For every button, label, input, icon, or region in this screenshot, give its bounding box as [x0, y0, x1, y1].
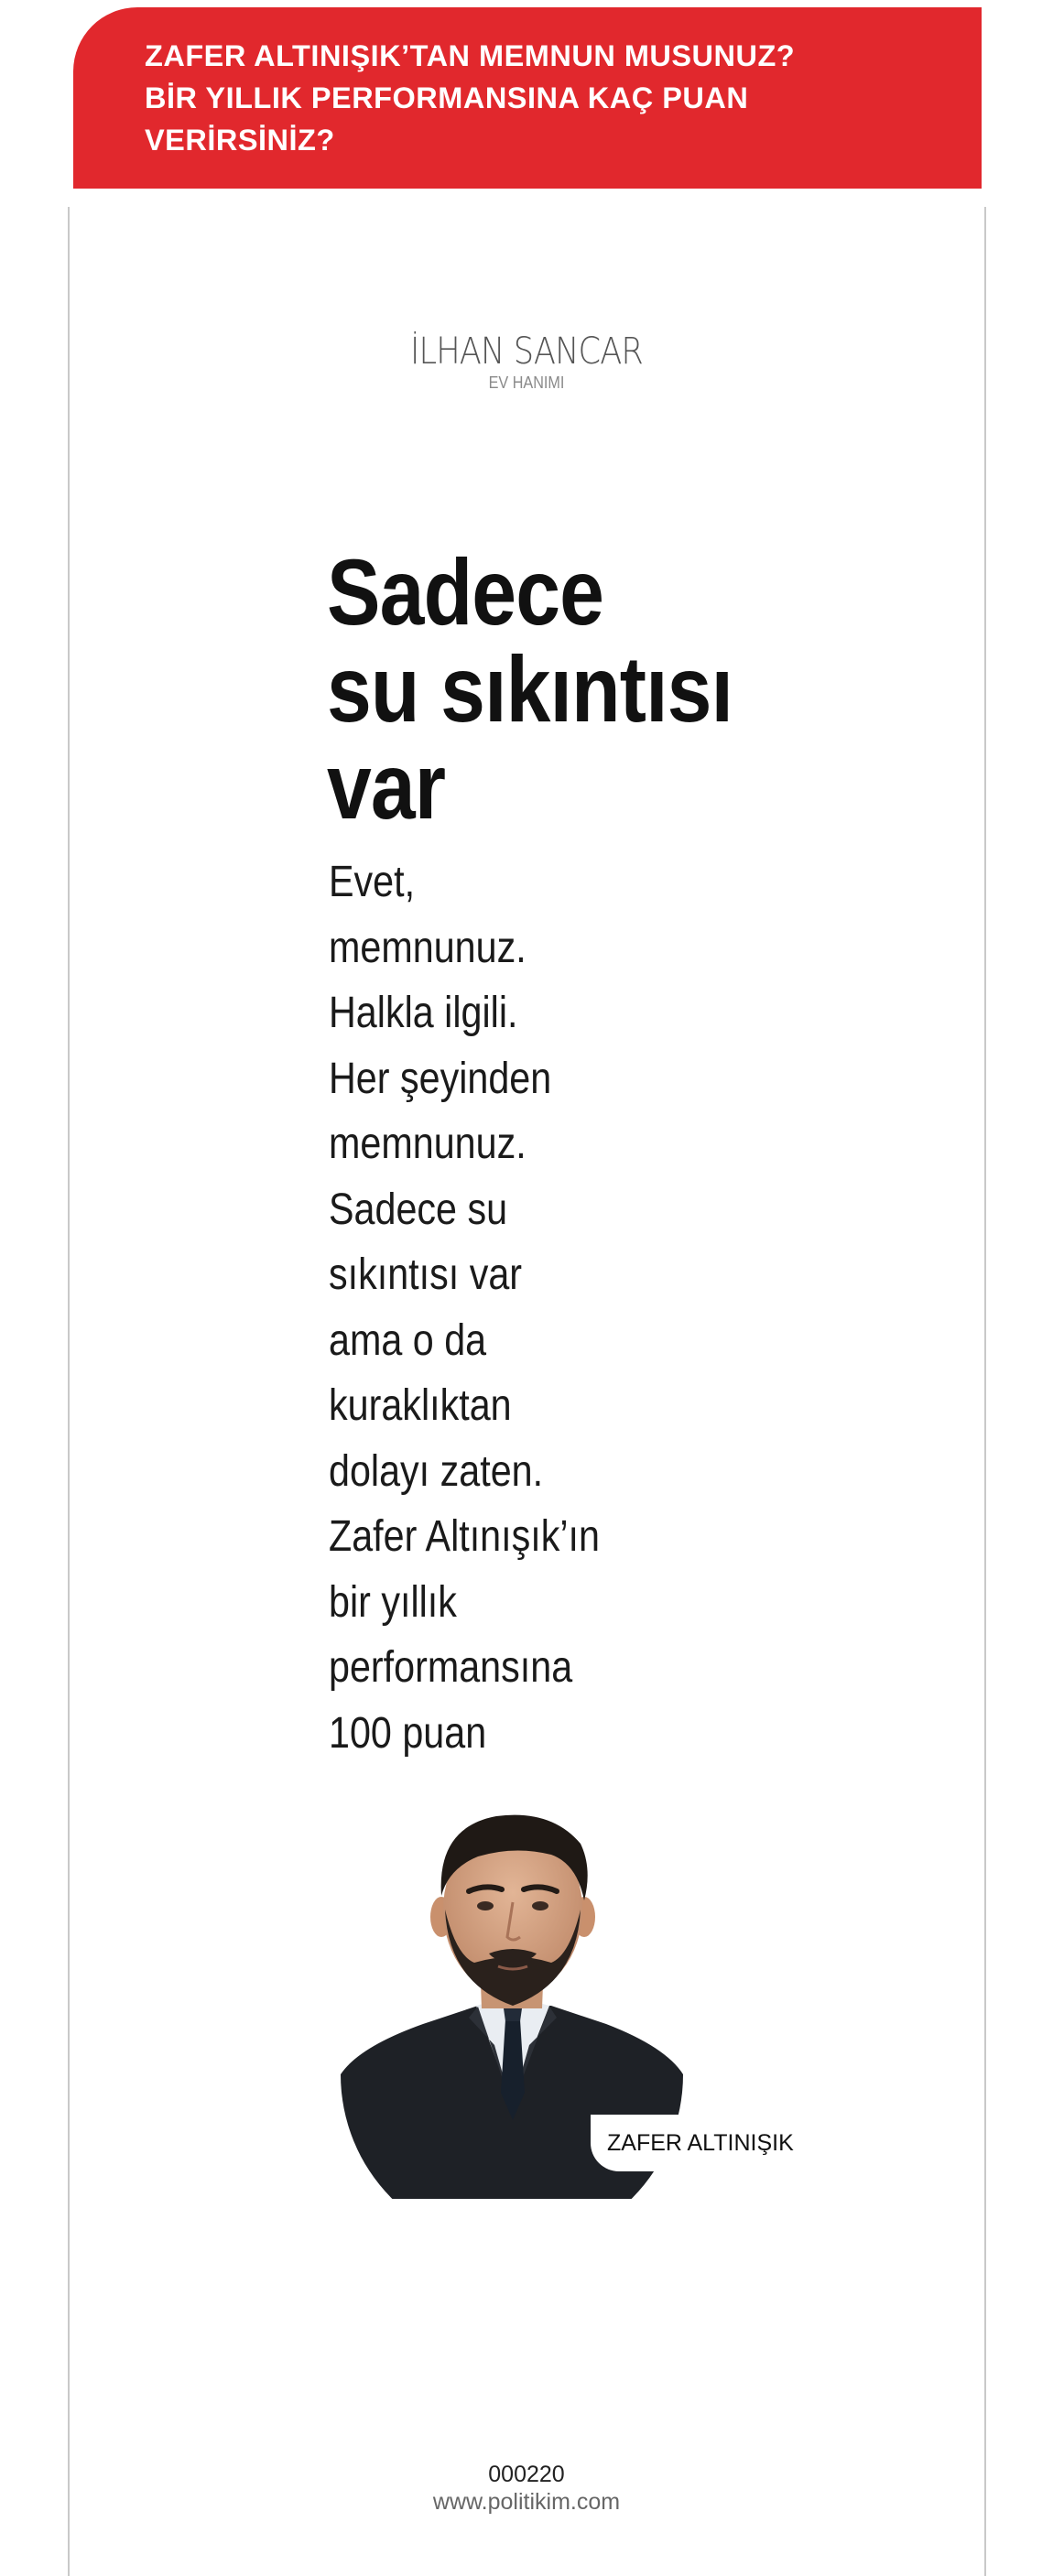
banner-line: VERİRSİNİZ? [145, 124, 335, 157]
banner-line: BİR YILLIK PERFORMANSINA KAÇ PUAN [145, 81, 749, 114]
quote-body [329, 850, 787, 1766]
footer-url: www.politikim.com [432, 2489, 621, 2515]
quote-line: Her şeyinden [329, 1054, 552, 1103]
footer-code: 000220 [488, 2462, 565, 2487]
quote-line: performansına [329, 1643, 573, 1692]
question-banner [73, 7, 982, 189]
footer [0, 2461, 1053, 2516]
respondent-info [0, 329, 1053, 393]
headline-line: var [327, 734, 446, 839]
quote-line: ama o da [329, 1315, 487, 1365]
banner-line: ZAFER ALTINIŞIK’TAN MEMNUN MUSUNUZ? [145, 39, 796, 72]
frame-left-border [68, 207, 70, 2576]
quote-line: sıkıntısı var [329, 1250, 523, 1299]
quote-line: memnunuz. [329, 1120, 526, 1168]
headline-line: Sadece [327, 540, 604, 644]
quote-line: dolayı zaten. [329, 1446, 544, 1496]
candidate-name-tag: ZAFER ALTINIŞIK [591, 2115, 814, 2171]
quote-line: Halkla ilgili. [329, 989, 518, 1037]
quote-line: bir yıllık [329, 1577, 457, 1627]
headline-line: su sıkıntısı [327, 637, 733, 741]
quote-line: memnunuz. [329, 923, 526, 972]
quote-line: Zafer Altınışık’ın [329, 1512, 600, 1561]
quote-line: Evet, [329, 858, 416, 906]
headline [327, 540, 803, 839]
quote-line: 100 puan [329, 1708, 487, 1758]
quote-line: kuraklıktan [329, 1381, 512, 1430]
respondent-role: EV HANIMI [488, 373, 565, 392]
quote-line: Sadece su [329, 1185, 508, 1234]
frame-right-border [984, 207, 986, 2576]
respondent-name: İLHAN SANCAR [409, 330, 644, 373]
